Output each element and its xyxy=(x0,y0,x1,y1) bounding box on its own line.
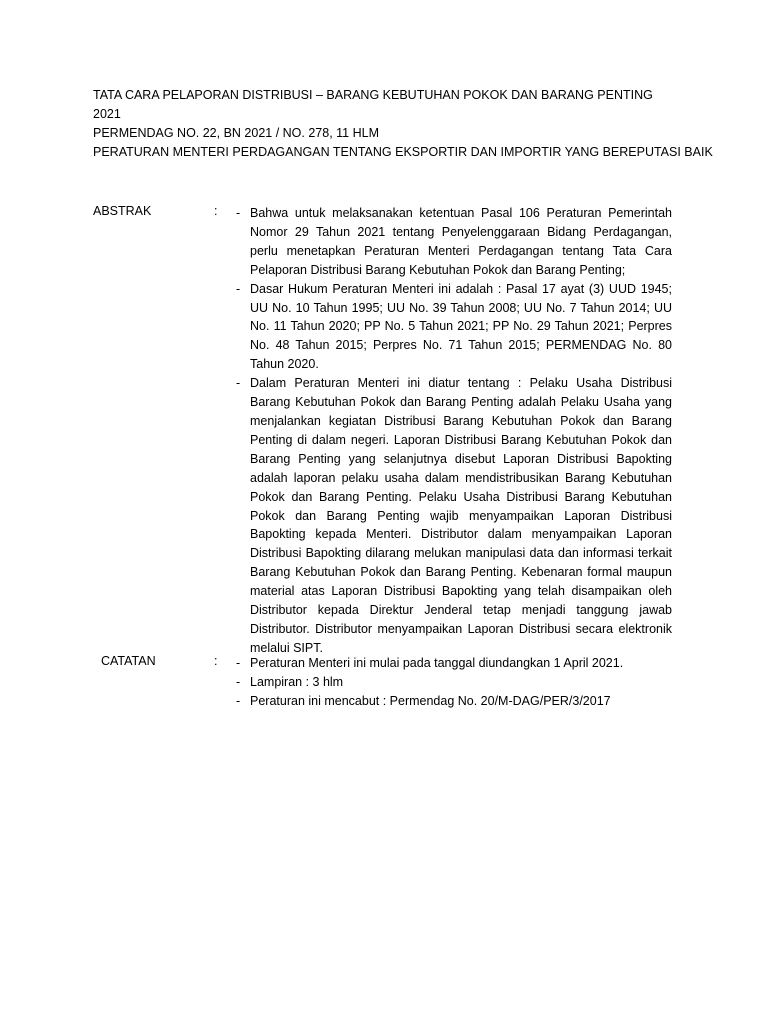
catatan-item-text: Lampiran : 3 hlm xyxy=(250,674,344,689)
catatan-colon: : xyxy=(214,654,218,668)
abstrak-list xyxy=(236,204,672,658)
abstrak-colon: : xyxy=(214,204,218,218)
abstrak-item-text: Dalam Peraturan Menteri ini diatur tentang : Pelaku Usaha Distribusi Barang Kebutuhan Pokok dan Barang Penting adalah Pelaku Usaha yang menjalankan kegiatan Distribusi Barang Kebutuhan Pokok dan Barang Penting di dalam negeri. Laporan Distribusi Barang Kebutuhan Pokok dan Barang Penting yang selanjutnya disebut Laporan Distribusi Bapokting adalah laporan pelaku usaha dalam mendistribusikan Barang Kebutuhan Pokok dan Barang Penting. Pelaku Usaha Distribusi Barang Kebutuhan Pokok dan Barang Penting wajib menyampaikan Laporan Distribusi Bapokting kepada Menteri. Distributor dalam menyampaikan Laporan Distribusi Bapokting dilarang melukan manipulasi data dan informasi terkait Barang Kebutuhan Pokok dan Barang Penting. Kebenaran formal maupun material atas Laporan Distribusi Bapokting yang telah disampaikan oleh Distributor kepada Direktur Jenderal tetap menjadi tanggung jawab Distributor. Distributor menyampaikan Laporan Distribusi secara elektronik melalui SIPT. xyxy=(250,376,672,655)
document-subject: PERATURAN MENTERI PERDAGANGAN TENTANG EKSPORTIR DAN IMPORTIR YANG BEREPUTASI BAIK xyxy=(93,145,713,159)
bullet-dash: - xyxy=(236,674,241,689)
abstrak-item xyxy=(236,280,672,375)
document-reference: PERMENDAG NO. 22, BN 2021 / NO. 278, 11 HLM xyxy=(93,126,379,140)
catatan-item xyxy=(236,654,672,673)
bullet-dash: - xyxy=(236,281,241,296)
abstrak-item xyxy=(236,204,672,280)
bullet-dash: - xyxy=(236,206,241,220)
bullet-dash: - xyxy=(236,693,241,708)
catatan-item-text: Peraturan ini mencabut : Permendag No. 20/M-DAG/PER/3/2017 xyxy=(250,693,611,708)
catatan-list xyxy=(236,654,672,711)
catatan-item-text: Peraturan Menteri ini mulai pada tanggal diundangkan 1 April 2021. xyxy=(250,656,624,670)
abstrak-item xyxy=(236,374,672,658)
abstrak-item-text: Dasar Hukum Peraturan Menteri ini adalah : Pasal 17 ayat (3) UUD 1945; UU No. 10 Tahun 1995; UU No. 39 Tahun 2008; UU No. 7 Tahun 2014; UU No. 11 Tahun 2020; PP No. 5 Tahun 2021; PP No. 29 Tahun 2021; Perpres No. 48 Tahun 2015; Perpres No. 71 Tahun 2015; PERMENDAG No. 80 Tahun 2020. xyxy=(250,281,672,372)
bullet-dash: - xyxy=(236,376,241,391)
catatan-label: CATATAN xyxy=(101,654,156,668)
abstrak-item-text: Bahwa untuk melaksanakan ketentuan Pasal 106 Peraturan Pemerintah Nomor 29 Tahun 2021 tentang Penyelenggaraan Bidang Perdagangan, perlu menetapkan Peraturan Menteri Perdagangan tentang Tata Cara Pelaporan Distribusi Barang Kebutuhan Pokok dan Barang Penting; xyxy=(250,206,672,277)
abstrak-label: ABSTRAK xyxy=(93,204,152,218)
document-year: 2021 xyxy=(93,107,121,121)
catatan-item xyxy=(236,673,672,692)
document-title: TATA CARA PELAPORAN DISTRIBUSI – BARANG KEBUTUHAN POKOK DAN BARANG PENTING xyxy=(93,88,653,102)
catatan-item xyxy=(236,692,672,711)
document-header xyxy=(93,86,733,162)
bullet-dash: - xyxy=(236,656,241,670)
